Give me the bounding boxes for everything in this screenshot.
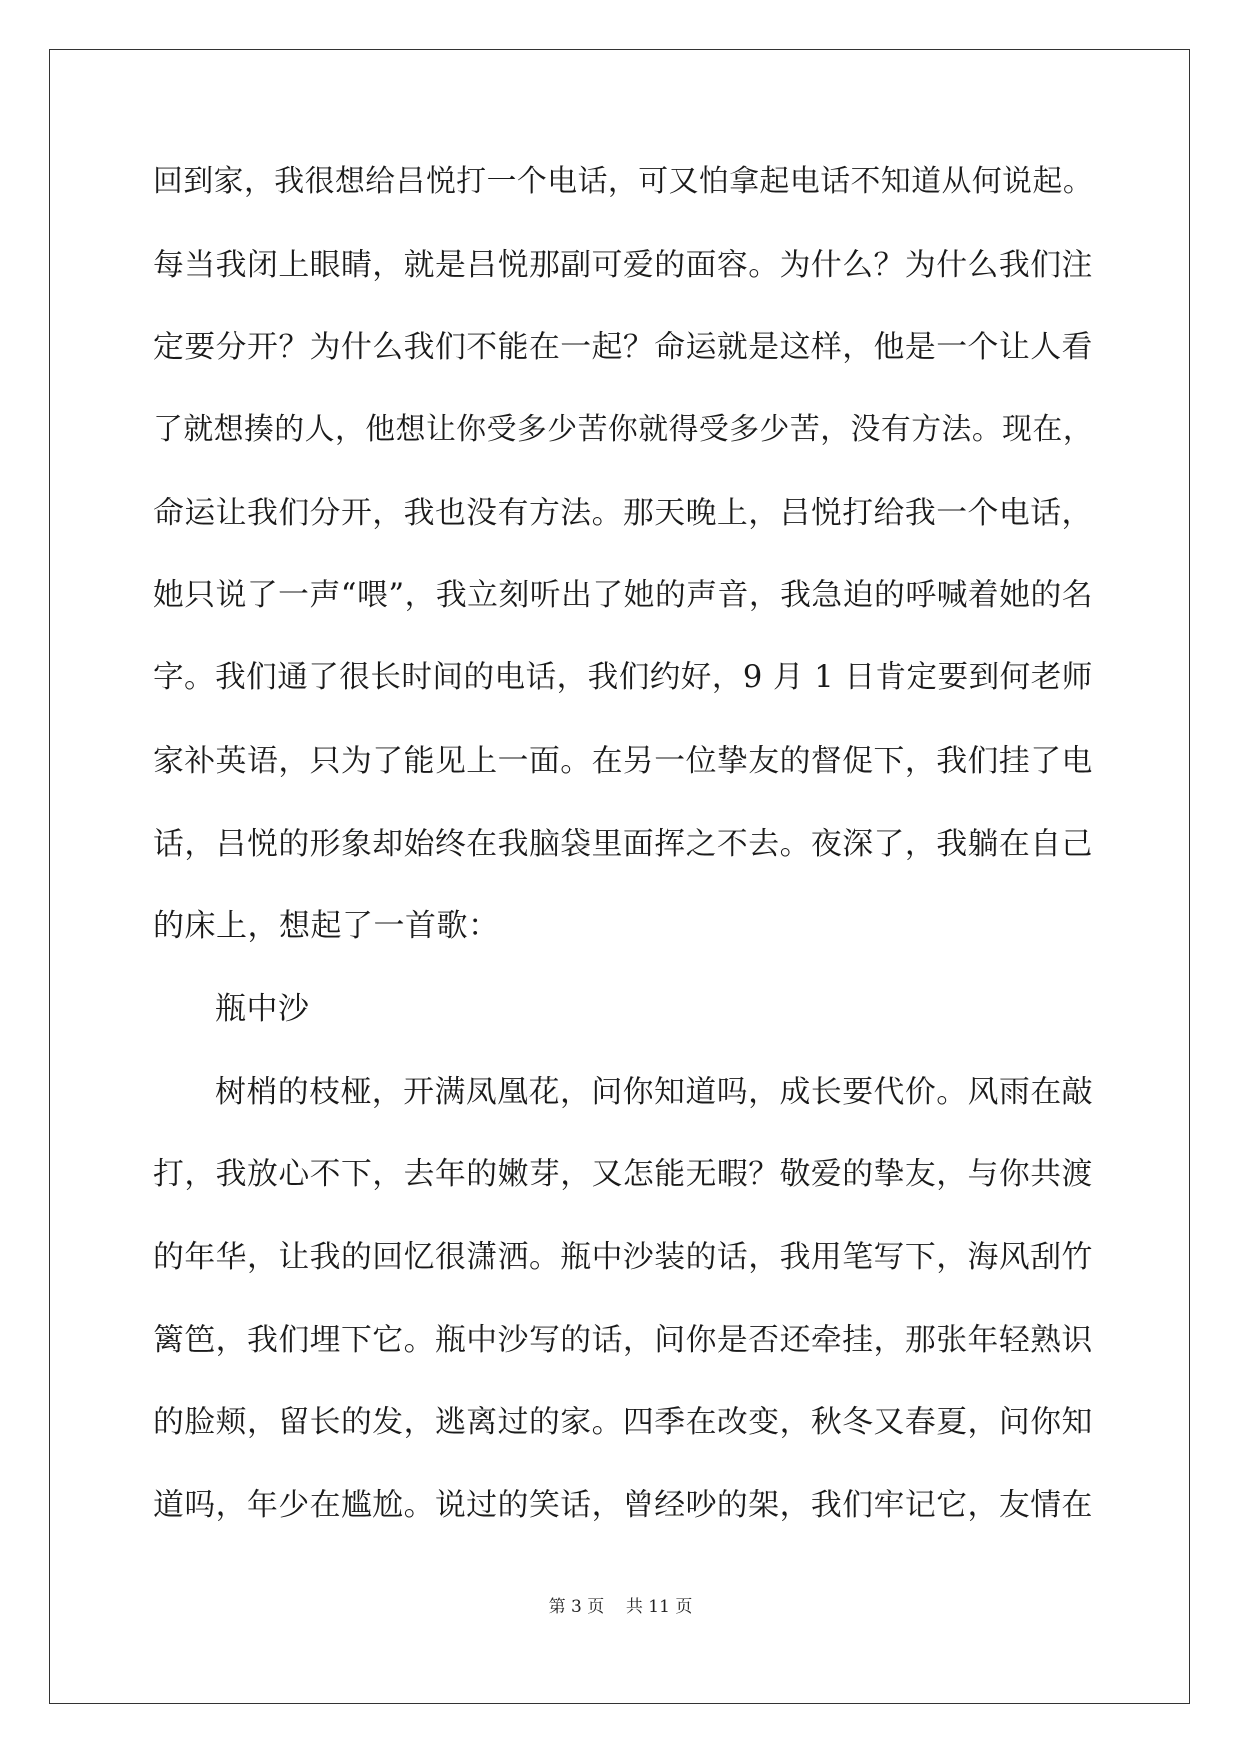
page-footer: [0, 1596, 1241, 1618]
text-line: 命运让我们分开，我也没有方法。那天晚上，吕悦打给我一个电话，: [153, 494, 1093, 531]
text-line: 定要分开？为什么我们不能在一起？命运就是这样，他是一个让人看: [153, 329, 1093, 366]
song-title: 瓶中沙: [215, 990, 310, 1027]
text-line: 打，我放心不下，去年的嫩芽，又怎能无暇？敬爱的挚友，与你共渡: [153, 1156, 1093, 1193]
page-total: 共 11 页: [625, 1597, 693, 1617]
text-line: 了就想揍的人，他想让你受多少苦你就得受多少苦，没有方法。现在，: [153, 412, 1094, 448]
text-line: 的脸颊，留长的发，逃离过的家。四季在改变，秋冬又春夏，问你知: [153, 1404, 1093, 1441]
text-line: 她只说了一声“喂”，我立刻听出了她的声音，我急迫的呼喊着她的名: [153, 577, 1094, 614]
text-line: 篱笆，我们埋下它。瓶中沙写的话，问你是否还牵挂，那张年轻熟识: [153, 1321, 1093, 1358]
text-line: 道吗，年少在尴尬。说过的笑话，曾经吵的架，我们牢记它，友情在: [153, 1487, 1093, 1523]
text-line: 回到家，我很想给吕悦打一个电话，可又怕拿起电话不知道从何说起。: [153, 164, 1094, 199]
text-line: 树梢的枝桠，开满凤凰花，问你知道吗，成长要代价。风雨在敲: [215, 1073, 1094, 1110]
text-line: 家补英语，只为了能见上一面。在另一位挚友的督促下，我们挂了电: [153, 742, 1093, 779]
text-line: 话，吕悦的形象却始终在我脑袋里面挥之不去。夜深了，我躺在自己: [153, 825, 1093, 862]
document-body: [153, 164, 1093, 1570]
text-line: 的床上，想起了一首歌：: [153, 908, 500, 945]
text-line: 字。我们通了很长时间的电话，我们约好，9 月 1 日肯定要到何老师: [153, 660, 1093, 696]
text-line: 每当我闭上眼睛，就是吕悦那副可爱的面容。为什么？为什么我们注: [153, 246, 1093, 283]
text-line: 的年华，让我的回忆很潇洒。瓶中沙装的话，我用笔写下，海风刮竹: [153, 1238, 1093, 1275]
page-number: 第 3 页: [548, 1597, 605, 1617]
